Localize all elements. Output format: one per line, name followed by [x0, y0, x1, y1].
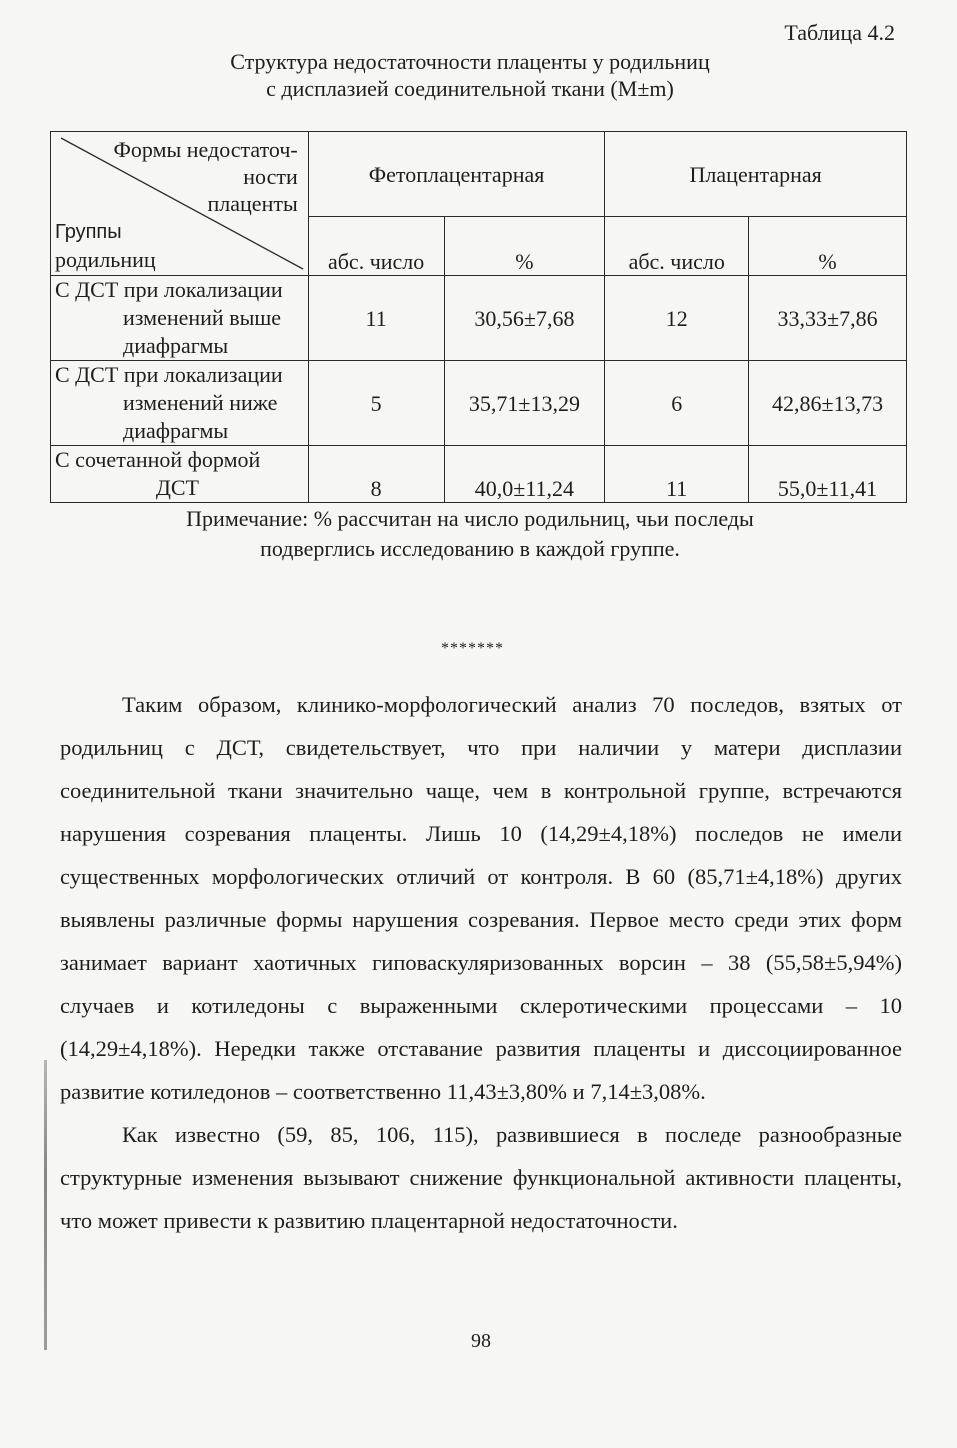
column-group-placental: Плацентарная	[605, 132, 907, 217]
caption-line-1: Структура недостаточности плаценты у родильниц	[230, 49, 710, 74]
page-edge-shadow	[44, 1060, 47, 1350]
table-cell: 42,86±13,73	[749, 361, 907, 446]
table-caption	[0, 48, 940, 102]
table-cell: 40,0±11,24	[444, 446, 605, 503]
column-group-fetoplacental: Фетоплацентарная	[308, 132, 605, 217]
subheader-abs-2: абс. число	[605, 217, 749, 276]
table-cell: 11	[308, 276, 444, 361]
table-cell: 11	[605, 446, 749, 503]
subheader-percent-2: %	[749, 217, 907, 276]
caption-line-2: с дисплазией соединительной ткани (M±m)	[266, 76, 674, 101]
table-row	[51, 276, 907, 361]
row-group-label: С ДСТ при локализации изменений выше диафрагмы	[51, 276, 309, 361]
note-line-2: подверглись исследованию в каждой группе.	[260, 536, 680, 561]
row-group-label: С сочетанной формой ДСТ	[51, 446, 309, 503]
subheader-abs-1: абс. число	[308, 217, 444, 276]
table-cell: 6	[605, 361, 749, 446]
table-label: Таблица 4.2	[784, 20, 895, 45]
note-line-1: Примечание: % рассчитан на число родильниц, чьи последы	[186, 506, 754, 531]
table-cell: 8	[308, 446, 444, 503]
body-text	[60, 683, 902, 1242]
table-note	[0, 504, 940, 564]
table-row	[51, 446, 907, 503]
page-number: 98	[471, 1330, 491, 1352]
table-cell: 12	[605, 276, 749, 361]
table-cell: 33,33±7,86	[749, 276, 907, 361]
corner-header-groups: Группы родильниц	[55, 221, 156, 272]
corner-header-forms: Формы недостаточ- ности плаценты	[113, 137, 298, 216]
table-row	[51, 361, 907, 446]
table-cell: 35,71±13,29	[444, 361, 605, 446]
table-cell: 55,0±11,41	[749, 446, 907, 503]
paragraph-1: Таким образом, клинико-морфологический анализ 70 последов, взятых от родильниц с ДСТ, свидетельствует, что при наличии у матери дисплазии соединительной ткани значительно чаще, чем в контрольной группе, встречаются нарушения созревания плаценты. Лишь 10 (14,29±4,18%) последов не имели существенных морфологических отличий от контроля. В 60 (85,71±4,18%) других выявлены различные формы нарушения созревания. Первое место среди этих форм занимает вариант хаотичных гиповаскуляризованных ворсин – 38 (55,58±5,94%) случаев и котиледоны с выраженными склеротическими процессами – 10 (14,29±4,18%). Нередки также отставание развития плаценты и диссоциированное развитие котиледонов – соответственно 11,43±3,80% и 7,14±3,08%.	[60, 692, 902, 1104]
corner-header-cell	[51, 132, 309, 276]
section-separator: *******	[441, 640, 504, 657]
table-cell: 30,56±7,68	[444, 276, 605, 361]
row-group-label: С ДСТ при локализации изменений ниже диафрагмы	[51, 361, 309, 446]
data-table	[50, 131, 907, 503]
paragraph-2: Как известно (59, 85, 106, 115), развившиеся в последе разнообразные структурные изменения вызывают снижение функциональной активности плаценты, что может привести к развитию плацентарной недостаточности.	[60, 1122, 902, 1233]
subheader-percent-1: %	[444, 217, 605, 276]
table-cell: 5	[308, 361, 444, 446]
